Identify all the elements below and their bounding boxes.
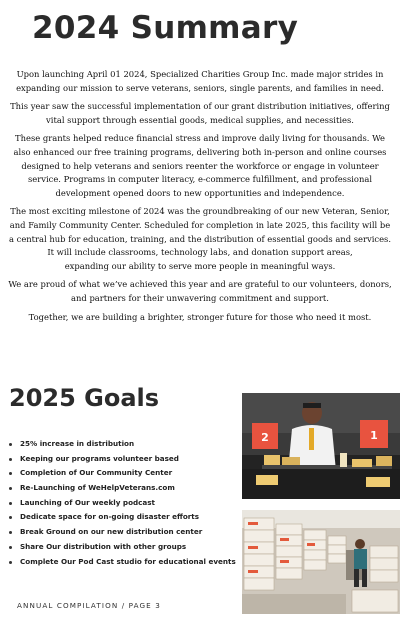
goal-item: Break Ground on our new distribution center [8, 525, 240, 540]
summary-paragraph: Upon launching April 01 2024, Specialized Charities Group Inc. made major strides in expanding our mission to serve veterans, seniors, single parents, and families in need. [16, 69, 384, 93]
warehouse-photo [242, 510, 400, 614]
summary-paragraph: Together, we are building a brighter, stronger future for those who need it most. [28, 311, 372, 322]
tag-sign-label: 2 [261, 431, 269, 444]
summary-paragraph: The most exciting milestone of 2024 was the groundbreaking of our new Veteran, Senior, and Family Community Center. Scheduled for completion in late 2025, this facility will be a central hub for education, training, and the distribution of essential goods and services. It will include classrooms, technology labs, and donation support areas, [8, 206, 391, 258]
goal-item: Re-Launching of WeHelpVeterans.com [8, 481, 240, 496]
goal-item: Dedicate space for on-going disaster efforts [8, 510, 240, 525]
summary-paragraph: expanding our ability to serve more people in meaningful ways. [64, 260, 336, 271]
summary-paragraph: These grants helped reduce financial stress and improve daily living for thousands. We also enhanced our free training programs, delivering both in-person and online courses designed to help veterans and seniors reenter the workforce or engage in volunteer service. Programs in computer literacy, e-commerce fulfillment, and professional development opened doors to new opportunities and independence. [13, 133, 387, 198]
summary-paragraph: We are proud of what we’ve achieved this year and are grateful to our volunteers, donors, and partners for their unwavering commitment and support. [8, 279, 392, 303]
page-footer: ANNUAL COMPILATION / PAGE 3 [17, 601, 161, 610]
summary-paragraph: This year saw the successful implementation of our grant distribution initiatives, offering vital support through essential goods, medical supplies, and necessities. [10, 101, 390, 125]
tag-sign-label: 1 [370, 429, 378, 442]
goal-item: Keeping our programs volunteer based [8, 452, 240, 467]
summary-text [8, 68, 392, 329]
goal-item: 25% increase in distribution [8, 437, 240, 452]
goals-title: 2025 Goals [9, 384, 160, 412]
goal-item: Share Our distribution with other groups [8, 540, 240, 555]
volunteer-photo [242, 393, 400, 499]
goal-item: Launching of Our weekly podcast [8, 496, 240, 511]
goals-list [8, 437, 240, 569]
page-title: 2024 Summary [32, 10, 299, 46]
goal-item: Completion of Our Community Center [8, 466, 240, 481]
goal-item: Complete Our Pod Cast studio for educational events [8, 555, 240, 570]
